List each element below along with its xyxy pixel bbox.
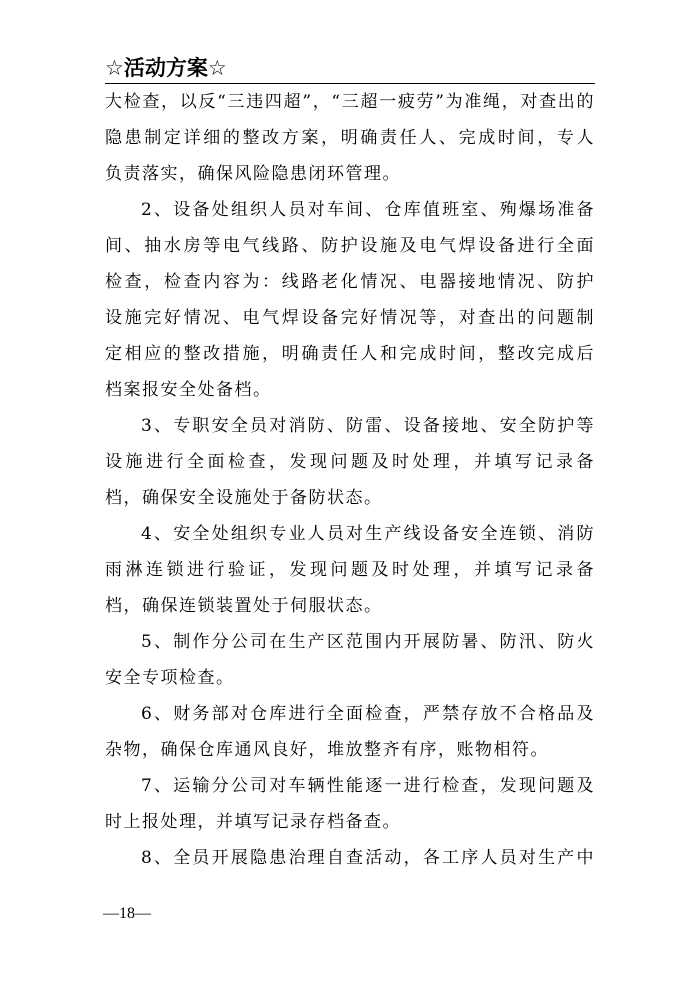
page-number: —18— (103, 905, 151, 922)
paragraph-item-7 (105, 768, 595, 840)
paragraph-item-8 (105, 840, 595, 876)
text-line: 安全专项检查。 (105, 668, 235, 688)
paragraph-item-4 (105, 516, 595, 624)
paragraph-item-2 (105, 192, 595, 408)
text-line: 负责落实，确保风险隐患闭环管理。 (105, 164, 401, 184)
text-line: 档，确保连锁装置处于伺服状态。 (105, 596, 383, 616)
text-line: 设施进行全面检查，发现问题及时处理，并填写记录备 (105, 452, 595, 472)
text-line: 大检查，以反“三违四超”，“三超一疲劳”为准绳，对查出的 (105, 92, 595, 112)
text-line: 定相应的整改措施，明确责任人和完成时间，整改完成后 (105, 344, 595, 364)
text-line: 杂物，确保仓库通风良好，堆放整齐有序，账物相符。 (105, 740, 549, 760)
text-line: 时上报处理，并填写记录存档备查。 (105, 812, 401, 832)
text-line: 5、制作分公司在生产区范围内开展防暑、防汛、防火 (141, 632, 595, 652)
text-line: 档，确保安全设施处于备防状态。 (105, 488, 383, 508)
text-line: 雨淋连锁进行验证，发现问题及时处理，并填写记录备 (105, 560, 595, 580)
text-line: 8、全员开展隐患治理自查活动，各工序人员对生产中 (141, 848, 595, 868)
paragraph-item-5 (105, 624, 595, 696)
text-line: 隐患制定详细的整改方案，明确责任人、完成时间，专人 (105, 128, 595, 148)
page-header-title: ☆活动方案☆ (105, 56, 227, 80)
text-line: 设施完好情况、电气焊设备完好情况等，对查出的问题制 (105, 308, 595, 328)
paragraph-item-3 (105, 408, 595, 516)
paragraph-item-6 (105, 696, 595, 768)
text-line: 2、设备处组织人员对车间、仓库值班室、殉爆场准备 (141, 200, 595, 220)
paragraph-continuation (105, 84, 595, 192)
text-line: 4、安全处组织专业人员对生产线设备安全连锁、消防 (141, 524, 595, 544)
text-line: 档案报安全处备档。 (105, 380, 272, 400)
text-line: 检查，检查内容为：线路老化情况、电器接地情况、防护 (105, 272, 595, 292)
text-line: 间、抽水房等电气线路、防护设施及电气焊设备进行全面 (105, 236, 595, 256)
text-line: 7、运输分公司对车辆性能逐一进行检查，发现问题及 (141, 776, 595, 796)
text-line: 6、财务部对仓库进行全面检查，严禁存放不合格品及 (141, 704, 595, 724)
text-line: 3、专职安全员对消防、防雷、设备接地、安全防护等 (141, 416, 595, 436)
document-body (105, 84, 595, 876)
